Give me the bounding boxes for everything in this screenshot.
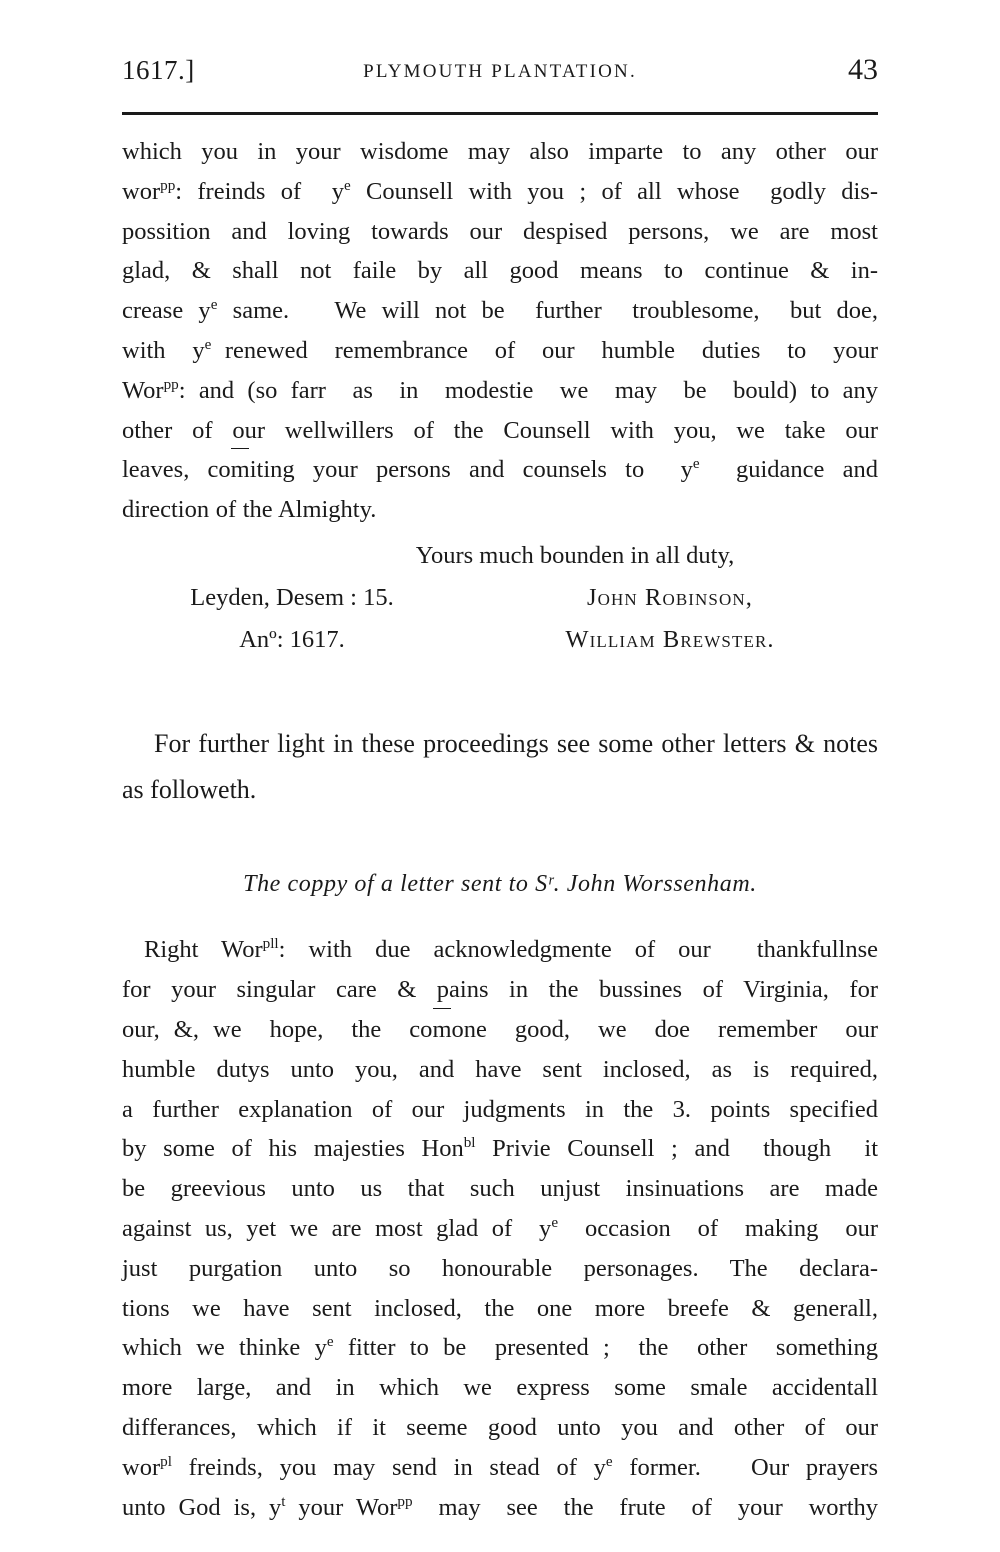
page-header	[122, 55, 878, 95]
letter-date: Anº: 1617.	[239, 625, 345, 653]
letter-worssenham	[122, 930, 878, 1527]
paragraph-line: wor$^{pp}$: freinds of $y^e$ Counsell with you ; of all whose godly dis-	[122, 176, 878, 205]
letter-place: Leyden, Desem : 15.	[190, 583, 394, 611]
header-rule	[122, 112, 878, 115]
paragraph-line: a further explanation of our judgments in the 3. points specified	[122, 1095, 878, 1123]
letter-robinson-brewster	[122, 132, 878, 659]
paragraph-line: tions we have sent inclosed, the one more breefe & generall,	[122, 1294, 878, 1322]
closing-salutation: Yours much bounden in all duty,	[415, 541, 735, 569]
signature-robinson: John Robinson,	[587, 583, 753, 611]
paragraph-line: with $y^e$ renewed remembrance of our humble duties to your	[122, 335, 878, 364]
paragraph-line: humble dutys unto you, and have sent inclosed, as is required,	[122, 1055, 878, 1083]
paragraph-line: by some of his majesties Hon$^{bl}$ Privie Counsell ; and though it	[122, 1134, 879, 1163]
paragraph-line: unto God is, $y^t$ your Wor$^{pp}$ may see the frute of your worthy	[122, 1492, 878, 1521]
paragraph-line: which we thinke $y^e$ fitter to be presented ; the other something	[122, 1333, 878, 1362]
header-year: 1617.]	[122, 55, 195, 85]
letter-heading: The coppy of a letter sent to Sʳ. John Worssenham.	[243, 871, 757, 898]
paragraph-line: be greevious unto us that such unjust insinuations are made	[122, 1175, 878, 1203]
letter-closing	[122, 536, 878, 659]
header-running-title: PLYMOUTH PLANTATION.	[363, 61, 637, 82]
paragraph-line: differances, which if it seeme good unto you and other of our	[122, 1413, 878, 1441]
interlude-paragraph: For further light in these proceedings see some other letters & notes as followeth.	[122, 729, 878, 805]
signature-row	[122, 620, 878, 660]
paragraph-line: Wor$^{pp}$: and (so farr as in modestie we may be bould) to any	[122, 375, 878, 404]
paragraph-line: more large, and in which we express some smale accidentall	[122, 1374, 878, 1402]
paragraph-line: just purgation unto so honourable personages. The declara-	[122, 1254, 878, 1282]
paragraph-line: which you in your wisdome may also imparte to any other our	[122, 138, 878, 165]
paragraph-line: wor$^{pl}$ freinds, you may send in stead of $y^e$ former. Our prayers	[122, 1452, 878, 1481]
signature-row	[122, 578, 878, 618]
page-number: 43	[848, 53, 878, 86]
paragraph-line: leaves, comiting your persons and counsels to $y^e$ guidance and	[122, 450, 878, 490]
paragraph-line: direction of the Almighty.	[122, 496, 377, 524]
page-body	[122, 132, 878, 1527]
paragraph-line: Right Wor$^{pll}$: with due acknowledgmente of our thankfullnse	[144, 935, 878, 964]
paragraph-line: glad, & shall not faile by all good means to continue & in-	[122, 257, 878, 285]
paragraph-line: other of our wellwillers of the Counsell with you, we take our	[122, 416, 878, 444]
signature-brewster: William Brewster.	[565, 625, 775, 653]
paragraph-line: crease $y^e$ same. We will not be further troublesome, but doe,	[122, 296, 878, 325]
paragraph-line: our, &, we hope, the comone good, we doe remember our	[122, 1010, 878, 1050]
paragraph-line: possition and loving towards our despised persons, we are most	[122, 217, 878, 245]
paragraph-line: against us, yet we are most glad of $y^e$ occasion of making our	[122, 1213, 878, 1242]
paragraph-line: for your singular care & pains in the bussines of Virginia, for	[122, 976, 878, 1004]
